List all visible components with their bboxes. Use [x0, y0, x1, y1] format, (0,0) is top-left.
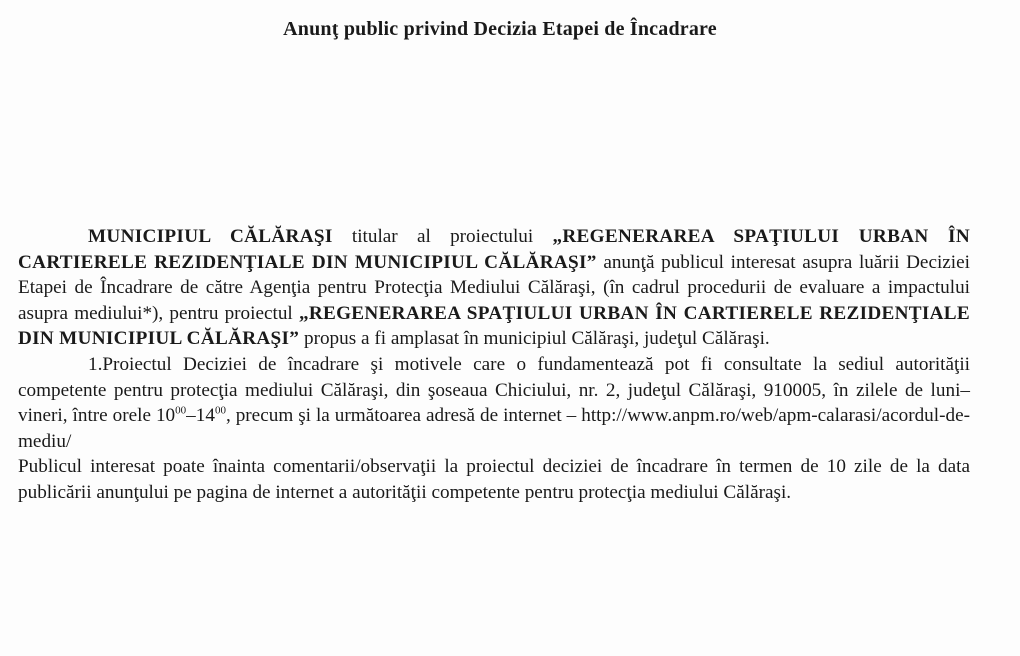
- text-segment: propus a fi amplasat în municipiul Călăraşi, judeţul Călăraşi.: [299, 328, 770, 350]
- paragraph-announcement: [18, 224, 970, 352]
- paragraph-comments: Publicul interesat poate înainta comentarii/observaţii la proiectul deciziei de încadrare în termen de 10 zile de la data publicării anunţului pe pagina de internet a autorităţii competente pentru protecţia mediului Călăraşi.: [18, 456, 970, 503]
- project-name: „REGENERAREA SPAŢIULUI URBAN ÎN CARTIERELE REZIDENŢIALE DIN MUNICIPIUL CĂLĂRAŞI”: [18, 302, 970, 350]
- text-segment: –14: [186, 405, 215, 427]
- titular-name: MUNICIPIUL CĂLĂRAŞI: [88, 226, 333, 247]
- superscript: 00: [175, 404, 187, 417]
- text-segment: , precum şi la următoarea adresă de internet – http://www.anpm.ro/web/apm-calarasi/acordul-de-mediu/: [18, 405, 970, 452]
- text-segment: 1.Proiectul Deciziei de încadrare şi motivele care o fundamentează pot fi consultate la sediul autorităţii competente pentru protecţia mediului Călăraşi, din şoseaua Chiciului, nr. 2, judeţul Călăraşi, 910005, în zilele de luni–vineri, între orele 10: [18, 353, 970, 427]
- document-body: [18, 224, 970, 506]
- document-title: Anunţ public privind Decizia Etapei de Încadrare: [283, 18, 717, 40]
- text-segment: titular al proiectului: [332, 226, 553, 247]
- text-segment: anunţă publicul interesat asupra luării Deciziei Etapei de Încadrare de către Agenţia pentru Protecţia Mediului Călăraşi, (în cadrul procedurii de evaluare a impactului asupra mediului*), pentru proiectul: [18, 251, 970, 324]
- paragraph-consultation: [18, 352, 970, 454]
- superscript: 00: [214, 404, 226, 417]
- project-name: „REGENERAREA SPAŢIULUI URBAN ÎN CARTIERELE REZIDENŢIALE DIN MUNICIPIUL CĂLĂRAŞI”: [18, 226, 970, 273]
